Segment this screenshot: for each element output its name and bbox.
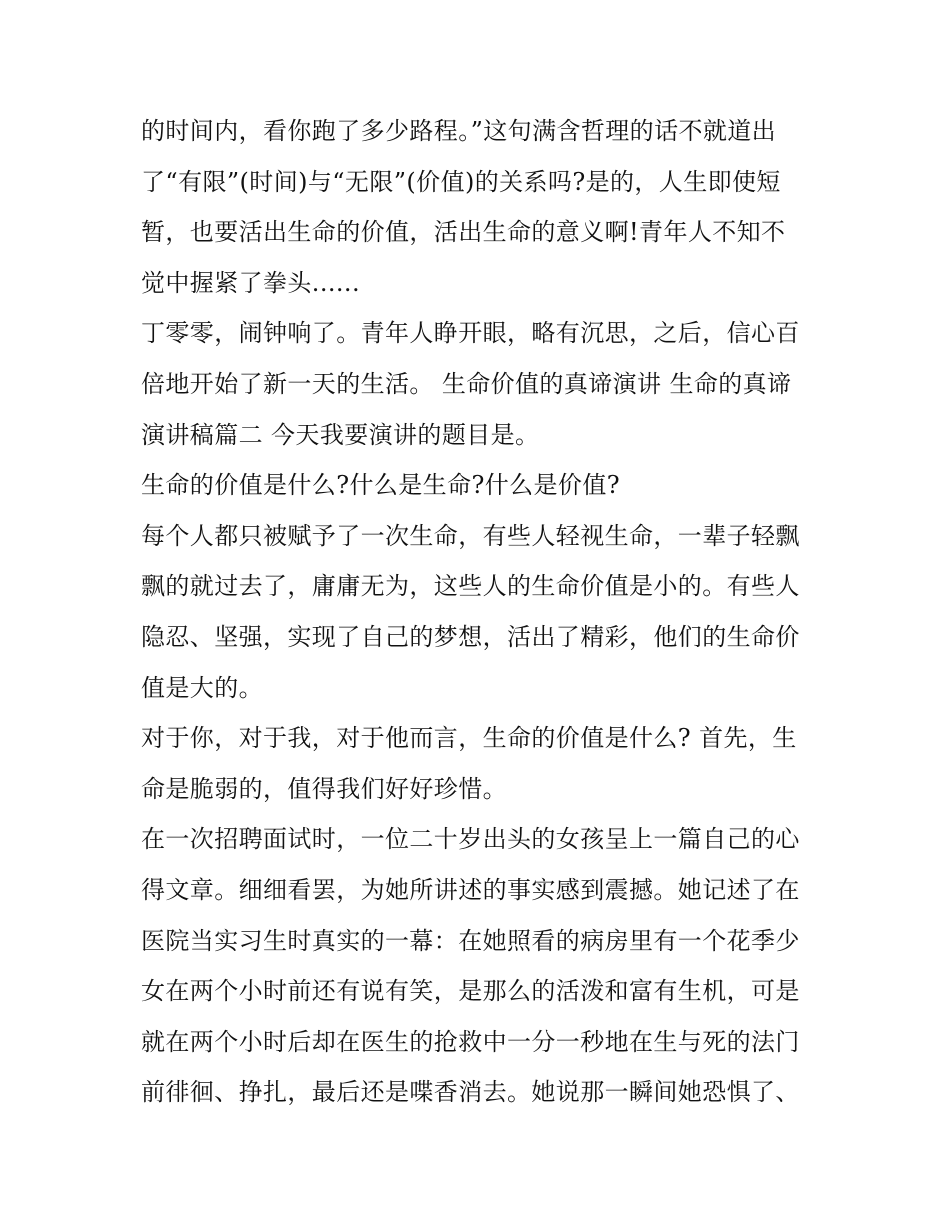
text-line: 隐忍、坚强，实现了自己的梦想，活出了精彩，他们的生命价 [141, 622, 800, 651]
text-line: 命是脆弱的，值得我们好好珍惜。 [141, 774, 507, 803]
text-line: 值是大的。 [141, 673, 263, 702]
text-line: 丁零零，闹钟响了。青年人睁开眼，略有沉思，之后，信心百 [141, 319, 800, 348]
text-line: 生命的价值是什么?什么是生命?什么是价值? [141, 471, 621, 500]
document-body [141, 106, 821, 1118]
text-line: 每个人都只被赋予了一次生命，有些人轻视生命，一辈子轻飘 [141, 521, 800, 550]
text-line: 女在两个小时前还有说有笑，是那么的活泼和富有生机，可是 [141, 977, 800, 1006]
text-line: 演讲稿篇二 今天我要演讲的题目是。 [141, 420, 540, 449]
text-line: 在一次招聘面试时，一位二十岁出头的女孩呈上一篇自己的心 [141, 825, 800, 854]
text-line: 对于你，对于我，对于他而言，生命的价值是什么? 首先，生 [141, 724, 797, 753]
text-line: 的时间内，看你跑了多少路程。”这句满含哲理的话不就道出 [141, 117, 777, 145]
text-line: 得文章。细细看罢，为她所讲述的事实感到震撼。她记述了在 [141, 875, 800, 904]
text-line: 觉中握紧了拳头...... [141, 268, 360, 297]
text-line: 飘的就过去了，庸庸无为，这些人的生命价值是小的。有些人 [141, 572, 800, 601]
text-line: 前徘徊、挣扎，最后还是喋香消去。她说那一瞬间她恐惧了、 [141, 1078, 800, 1107]
text-line: 倍地开始了新一天的生活。 生命价值的真谛演讲 生命的真谛 [141, 369, 792, 398]
text-line: 医院当实习生时真实的一幕：在她照看的病房里有一个花季少 [141, 926, 800, 955]
text-line: 暂，也要活出生命的价值，活出生命的意义啊!青年人不知不 [141, 218, 786, 247]
text-line: 了“有限”(时间)与“无限”(价值)的关系吗?是的，人生即使短 [141, 167, 781, 196]
text-line: 就在两个小时后却在医生的抢救中一分一秒地在生与死的法门 [141, 1027, 800, 1056]
